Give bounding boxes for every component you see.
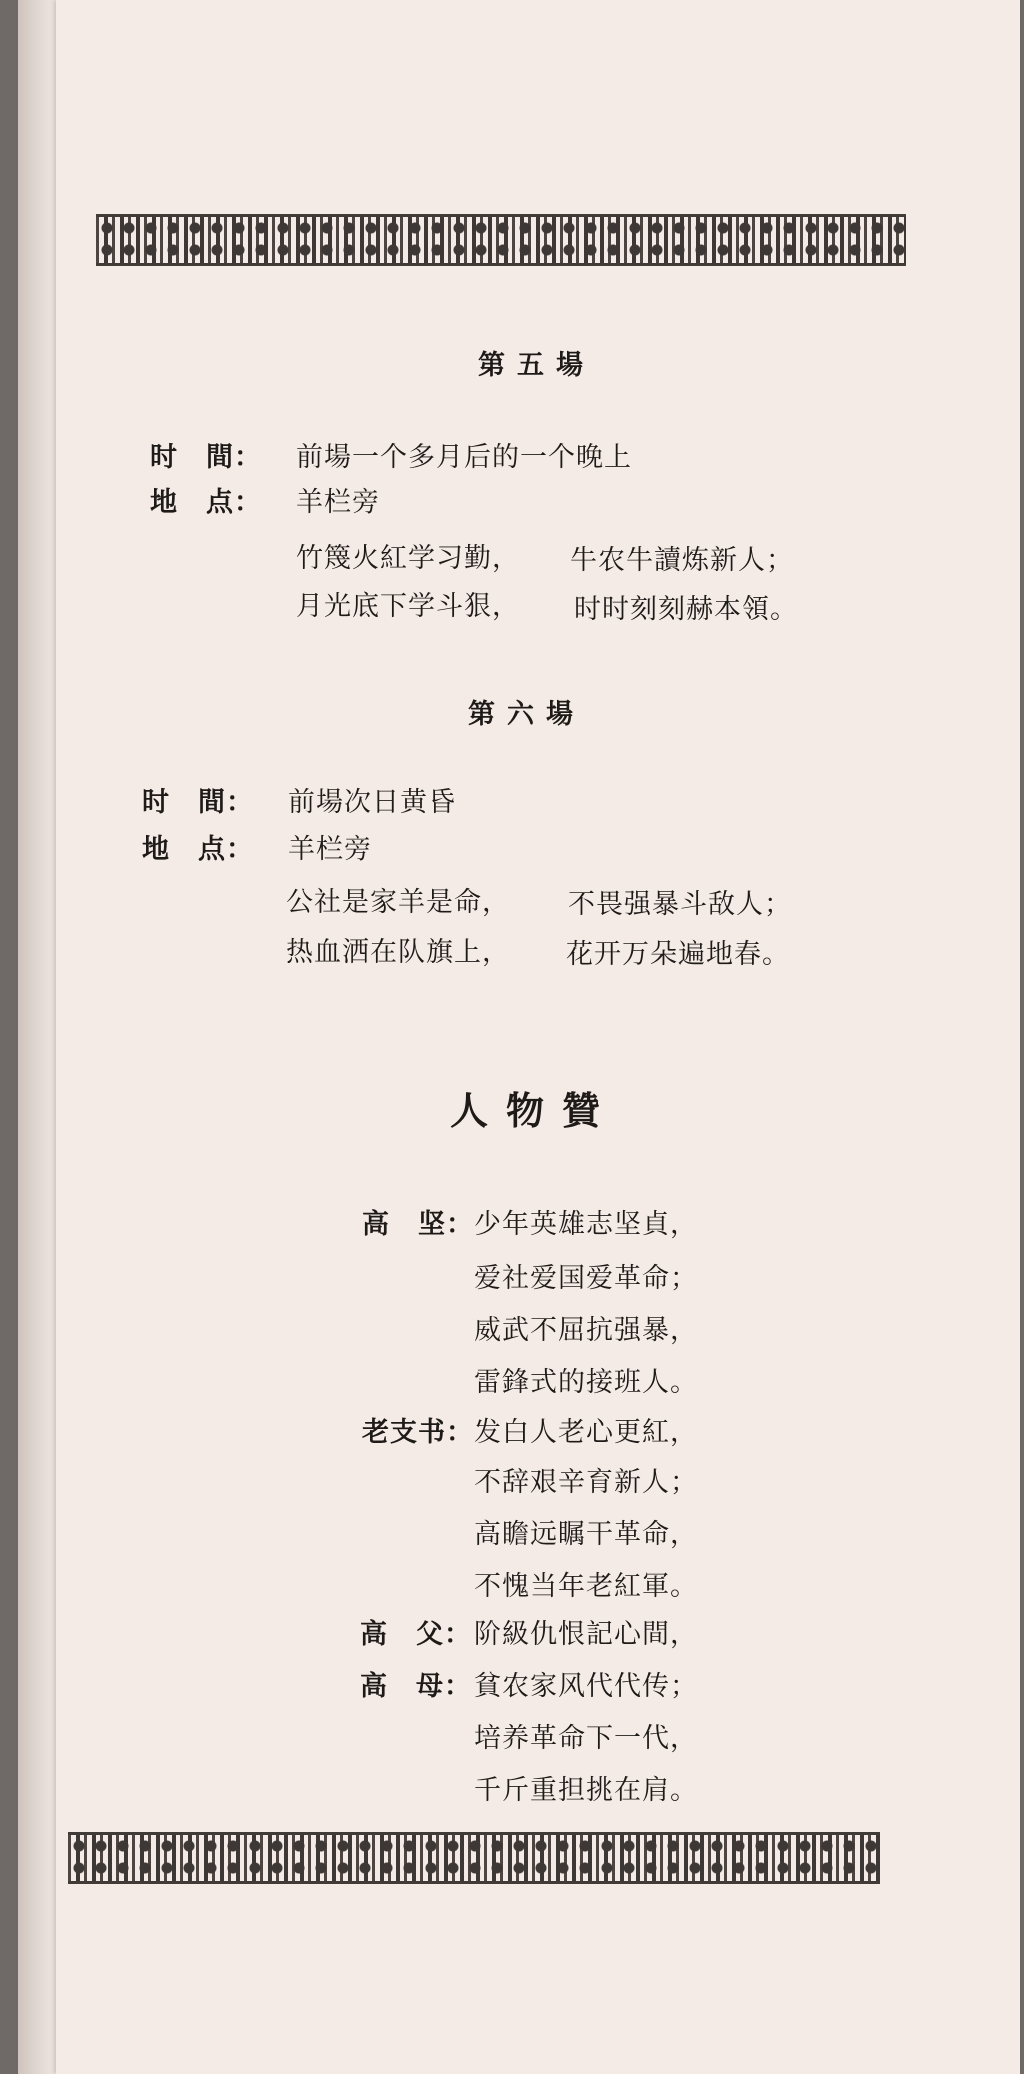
tribute-line: 威武不屈抗强暴， (474, 1315, 698, 1346)
character-name: 高 父： (360, 1619, 472, 1650)
tribute-line: 爱社爱国爱革命； (474, 1263, 698, 1294)
scene6-time-label: 时 間： (142, 787, 254, 818)
scene5-verse-line: 月光底下学斗狠， (296, 591, 520, 622)
tribute-line: 不愧当年老紅軍。 (474, 1571, 698, 1602)
ornamental-border-bottom (68, 1832, 880, 1884)
ornamental-border-top (96, 214, 906, 266)
scene5-place-value: 羊栏旁 (296, 487, 380, 518)
tribute-line: 雷鋒式的接班人。 (474, 1367, 698, 1398)
tribute-line: 千斤重担挑在肩。 (474, 1775, 698, 1806)
scene6-verse-line: 公社是家羊是命， (286, 887, 510, 918)
tribute-line: 阶級仇恨記心間， (474, 1619, 698, 1650)
scene5-verse-line: 竹篾火紅学习勤， (296, 543, 520, 574)
scene5-heading: 第五場 (478, 350, 595, 381)
scene5-time-label: 时 間： (150, 442, 262, 473)
scene5-verse-line: 牛农牛讀炼新人； (570, 545, 794, 576)
scene6-verse-line: 花开万朵遍地春。 (566, 939, 790, 970)
book-page (56, 0, 1020, 2074)
character-name: 高 坚： (362, 1209, 474, 1240)
scene6-heading: 第六場 (468, 699, 585, 730)
character-name: 老支书： (362, 1417, 474, 1448)
character-name: 高 母： (360, 1671, 472, 1702)
tribute-line: 发白人老心更紅， (474, 1417, 698, 1448)
scene6-place-label: 地 点： (142, 834, 254, 865)
tribute-title: 人物贊 (450, 1088, 619, 1133)
scene6-verse-line: 热血洒在队旗上， (286, 937, 510, 968)
scene6-place-value: 羊栏旁 (288, 834, 372, 865)
tribute-line: 貧农家风代代传； (474, 1671, 698, 1702)
scene5-place-label: 地 点： (150, 487, 262, 518)
scene6-time-value: 前場次日黄昏 (288, 787, 456, 818)
tribute-line: 高瞻远瞩干革命， (474, 1519, 698, 1550)
scene5-time-value: 前場一个多月后的一个晚上 (296, 442, 632, 473)
tribute-line: 不辞艰辛育新人； (474, 1467, 698, 1498)
tribute-line: 少年英雄志坚貞， (474, 1209, 698, 1240)
scene6-verse-line: 不畏强暴斗敌人； (568, 889, 792, 920)
tribute-line: 培养革命下一代， (474, 1723, 698, 1754)
scene5-verse-line: 时时刻刻赫本領。 (574, 594, 798, 625)
